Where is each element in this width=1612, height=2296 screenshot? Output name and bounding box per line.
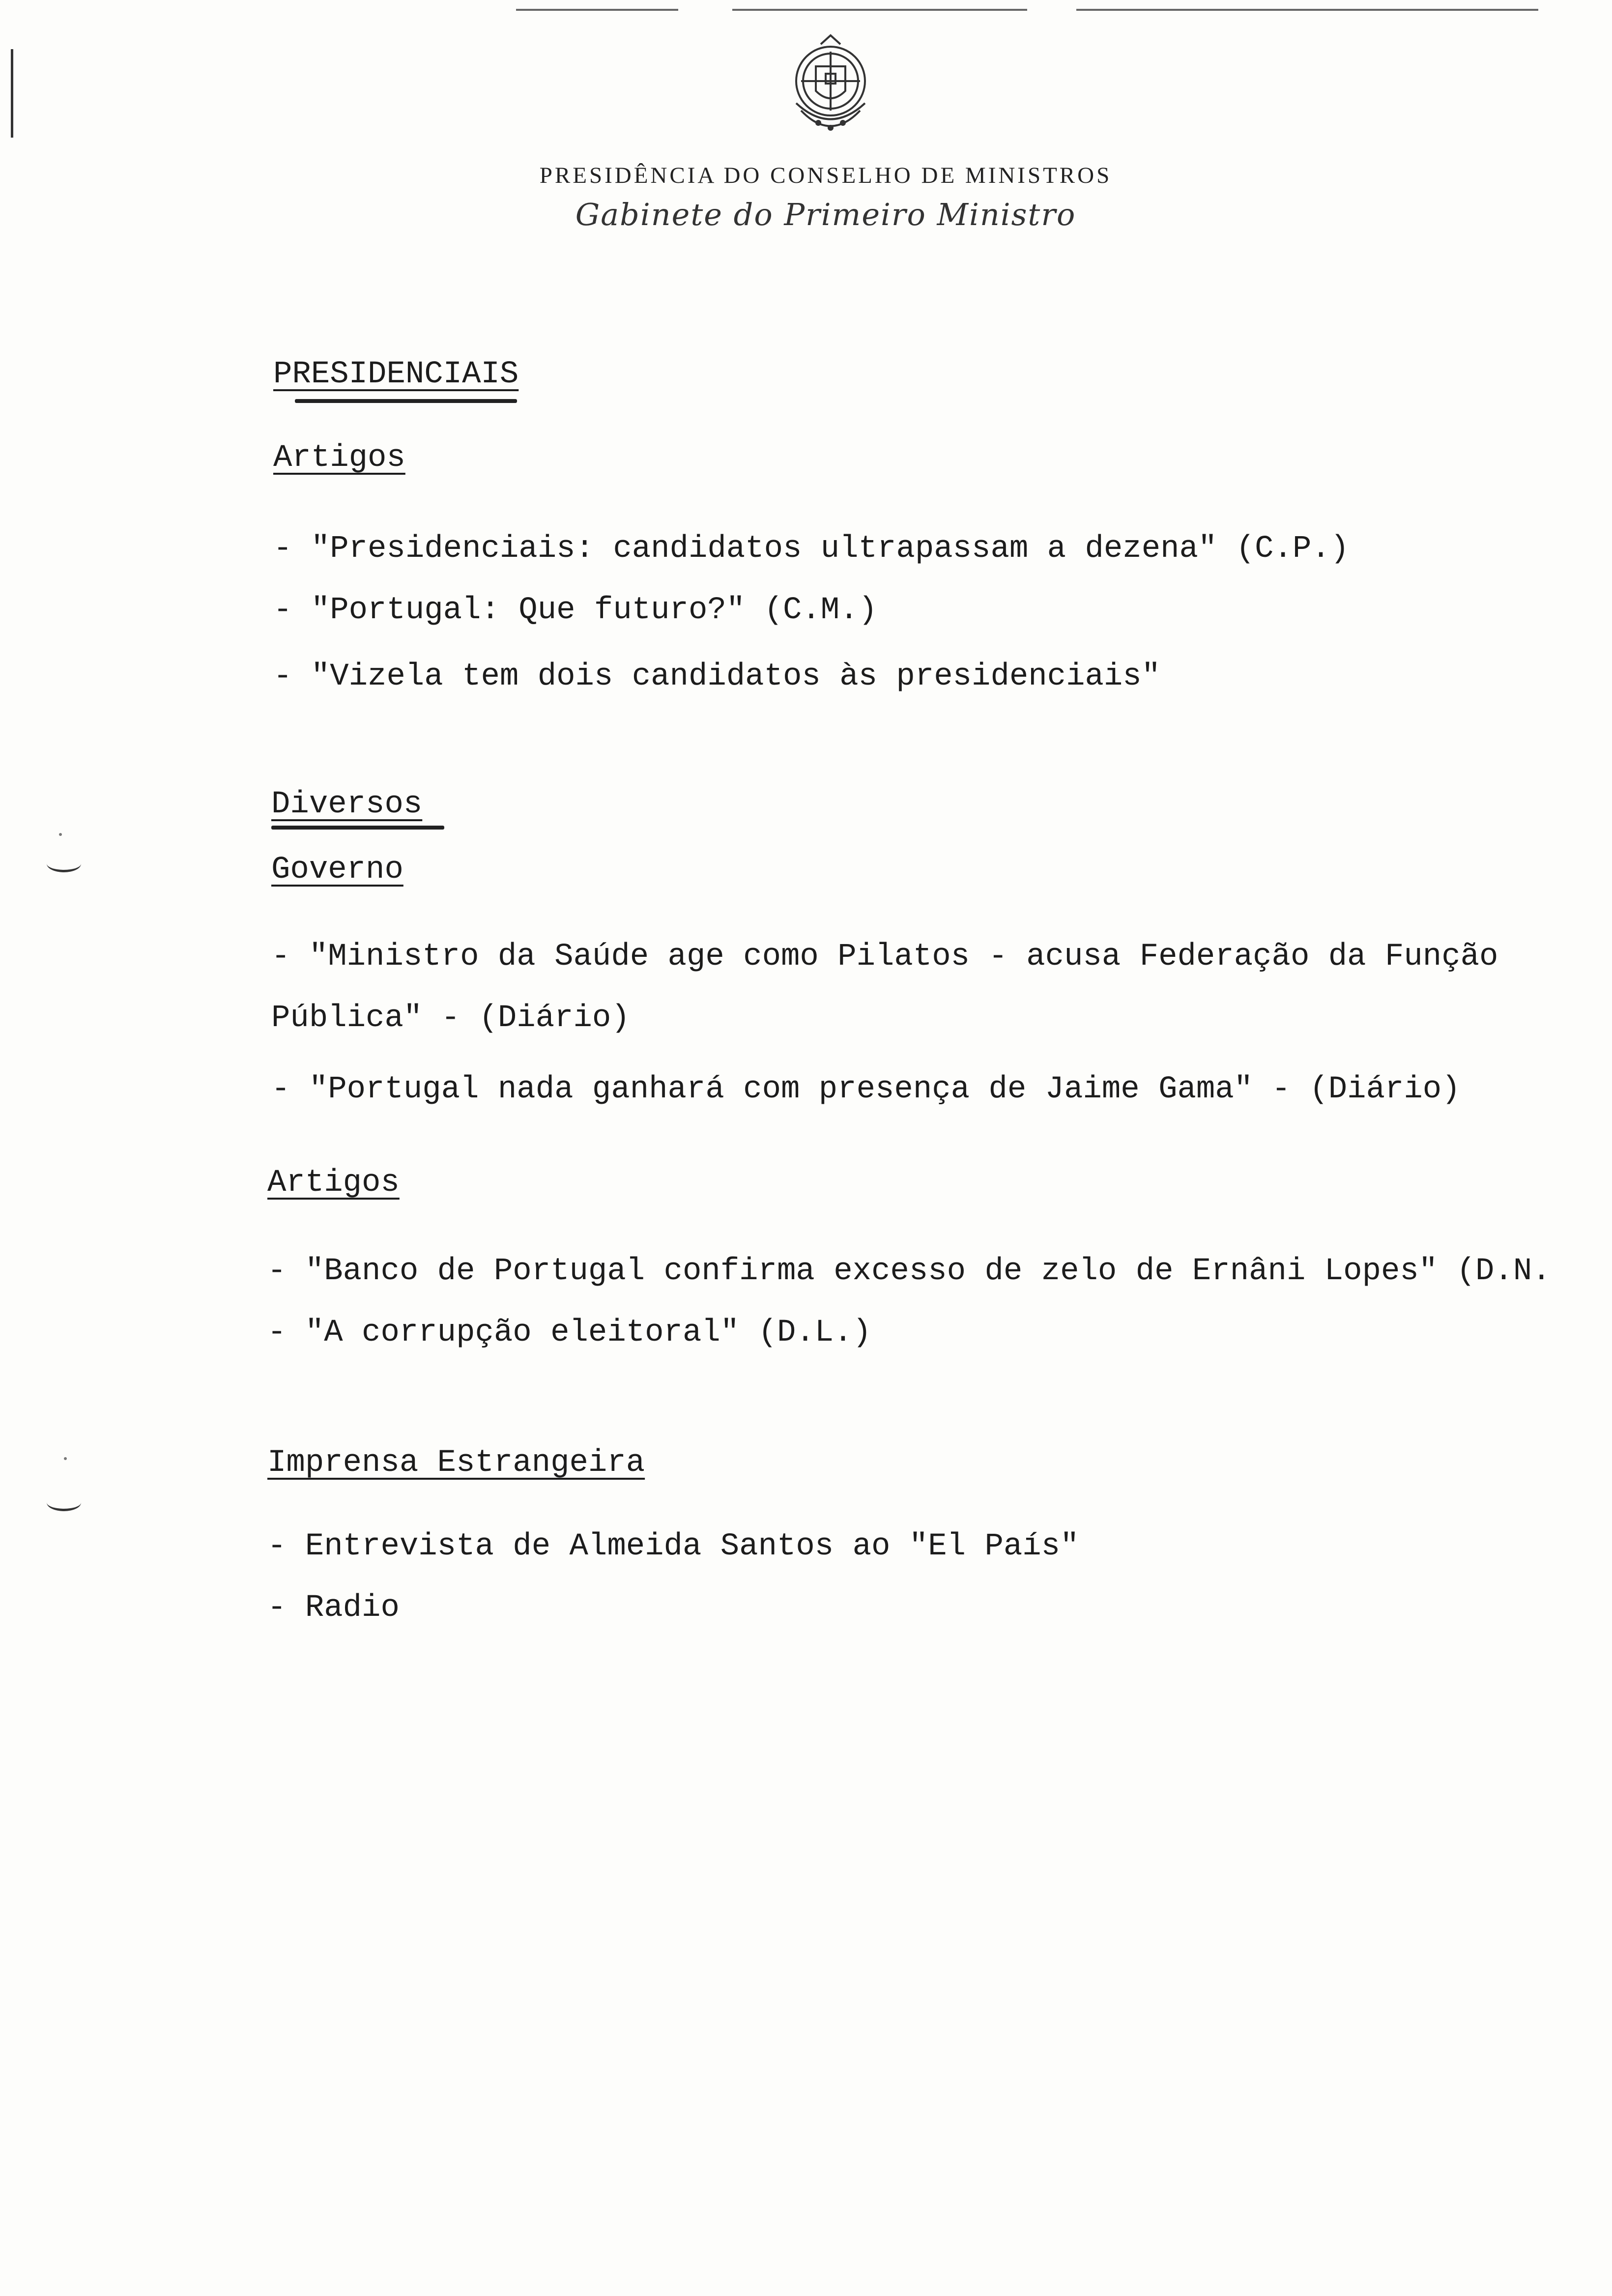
section-heading-diversos: Diversos bbox=[271, 787, 423, 822]
scan-rule-top-3 bbox=[1076, 9, 1538, 11]
institution-title: PRESIDÊNCIA DO CONSELHO DE MINISTROS bbox=[539, 163, 1112, 188]
office-subtitle: Gabinete do Primeiro Ministro bbox=[575, 197, 1076, 232]
list-item: - "Presidenciais: candidatos ultrapassam a dezena" (C.P.) bbox=[273, 531, 1350, 567]
list-item: - "Banco de Portugal confirma excesso de zelo de Ernâni Lopes" (D.N. bbox=[267, 1254, 1551, 1289]
punch-hole-mark-1 bbox=[47, 855, 81, 872]
punch-hole-mark-2 bbox=[47, 1494, 81, 1511]
heading-emphasis-bar bbox=[295, 399, 517, 403]
scan-edge-mark bbox=[11, 49, 13, 138]
list-item: - "Portugal nada ganhará com presença de Jaime Gama" - (Diário) bbox=[271, 1072, 1461, 1107]
list-item: - "Portugal: Que futuro?" (C.M.) bbox=[273, 593, 877, 628]
list-item: - "Vizela tem dois candidatos às presidenciais" bbox=[273, 659, 1161, 694]
list-item: - Entrevista de Almeida Santos ao "El País" bbox=[267, 1529, 1079, 1564]
subsection-heading-artigos: Artigos bbox=[267, 1165, 400, 1201]
section-heading-imprensa-estrangeira: Imprensa Estrangeira bbox=[267, 1445, 645, 1481]
coat-of-arms-icon bbox=[767, 29, 894, 147]
scan-rule-top-1 bbox=[516, 9, 678, 11]
list-item: - Radio bbox=[267, 1590, 400, 1626]
list-item: - "Ministro da Saúde age como Pilatos - acusa Federação da Função bbox=[271, 939, 1498, 975]
list-item-continuation: Pública" - (Diário) bbox=[271, 1001, 630, 1036]
scan-dot bbox=[59, 833, 62, 836]
subsection-heading-governo: Governo bbox=[271, 852, 403, 888]
heading-emphasis-bar bbox=[271, 826, 444, 830]
subsection-heading-artigos: Artigos bbox=[273, 440, 405, 476]
section-heading-presidenciais: PRESIDENCIAIS bbox=[273, 357, 519, 392]
list-item: - "A corrupção eleitoral" (D.L.) bbox=[267, 1315, 871, 1350]
scan-rule-top-2 bbox=[732, 9, 1027, 11]
scan-dot bbox=[64, 1457, 67, 1460]
